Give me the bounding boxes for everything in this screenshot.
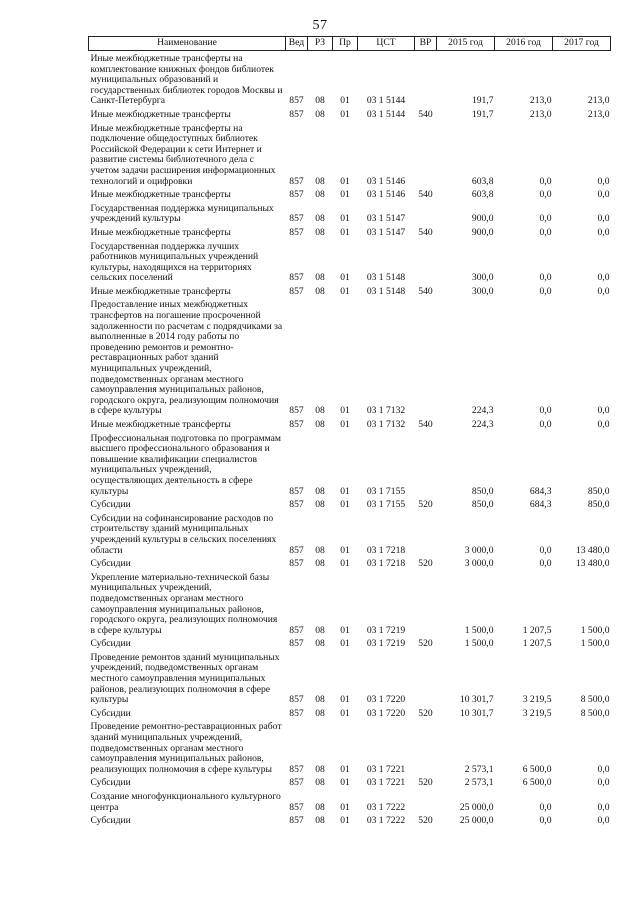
cell-2015: 25 000,0 bbox=[459, 801, 494, 813]
table-row bbox=[89, 51, 611, 107]
cell-2015: 850,0 bbox=[471, 485, 494, 497]
cell-cst: 03 1 7219 bbox=[366, 638, 406, 650]
cell-2016: 0,0 bbox=[539, 558, 552, 570]
cell-2016: 0,0 bbox=[539, 815, 552, 827]
cell-rz: 08 bbox=[315, 285, 325, 297]
cell-vr: 540 bbox=[418, 285, 433, 297]
cell-pr: 01 bbox=[340, 189, 350, 201]
cell-ved: 857 bbox=[289, 485, 304, 497]
cell-2016: 6 500,0 bbox=[522, 777, 552, 789]
cell-2017: 0,0 bbox=[597, 405, 610, 417]
cell-name: Предоставление иных межбюджетных трансфертов на погашение просроченной задолженности по расчетам с подрядчиками за выполненные в 2014 году работы по проведению ремонтов и ремонтно-реставрационных работ зданий муниципальных учреждений, подведомственных органам местного самоуправления муниципальных районов, городского округа, реализующим полномочия в сфере культуры bbox=[90, 299, 283, 417]
cell-cst: 03 1 7221 bbox=[366, 777, 406, 789]
cell-2015: 900,0 bbox=[471, 213, 494, 225]
cell-2017: 0,0 bbox=[597, 285, 610, 297]
cell-2015: 300,0 bbox=[471, 285, 494, 297]
cell-vr bbox=[415, 121, 437, 188]
cell-2015: 3 000,0 bbox=[464, 544, 494, 556]
cell-name: Субсидии на софинансирование расходов по строительству зданий муниципальных учреждений культуры в сельских поселениях области bbox=[90, 512, 277, 556]
cell-vr: 520 bbox=[418, 815, 433, 827]
cell-pr: 01 bbox=[340, 777, 350, 789]
cell-pr: 01 bbox=[340, 544, 350, 556]
cell-2017: 13 480,0 bbox=[575, 558, 610, 570]
cell-rz: 08 bbox=[315, 485, 325, 497]
cell-ved: 857 bbox=[289, 544, 304, 556]
cell-cst: 03 1 7219 bbox=[366, 624, 406, 636]
cell-cst: 03 1 5146 bbox=[366, 189, 406, 201]
table-row bbox=[89, 417, 611, 431]
cell-2017: 0,0 bbox=[597, 801, 610, 813]
cell-ved: 857 bbox=[289, 638, 304, 650]
header-2015: 2015 год bbox=[437, 37, 495, 51]
cell-pr: 01 bbox=[340, 624, 350, 636]
cell-name: Иные межбюджетные трансферты bbox=[90, 226, 231, 238]
cell-cst: 03 1 7222 bbox=[366, 801, 406, 813]
cell-name: Субсидии bbox=[90, 707, 131, 719]
table-row bbox=[89, 239, 611, 284]
table-row bbox=[89, 497, 611, 511]
table-row bbox=[89, 570, 611, 637]
cell-pr: 01 bbox=[340, 272, 350, 284]
table-row bbox=[89, 107, 611, 121]
cell-2015: 603,8 bbox=[471, 175, 494, 187]
cell-vr bbox=[415, 51, 437, 107]
cell-2017: 0,0 bbox=[597, 213, 610, 225]
cell-cst: 03 1 7155 bbox=[366, 485, 406, 497]
header-name: Наименование bbox=[89, 37, 286, 51]
cell-pr: 01 bbox=[340, 175, 350, 187]
cell-2016: 0,0 bbox=[539, 285, 552, 297]
table-row bbox=[89, 775, 611, 789]
cell-2017: 1 500,0 bbox=[580, 624, 610, 636]
table-row bbox=[89, 511, 611, 556]
table-row bbox=[89, 813, 611, 827]
cell-name: Профессиональная подготовка по программам высшего профессионального образования и повышение квалификации специалистов муниципальных учреждений, осуществляющих деятельность в сфере культуры bbox=[90, 432, 281, 497]
cell-ved: 857 bbox=[289, 815, 304, 827]
cell-2016: 1 207,5 bbox=[522, 624, 552, 636]
cell-2015: 850,0 bbox=[471, 499, 494, 511]
cell-2017: 213,0 bbox=[587, 95, 610, 107]
header-vr: ВР bbox=[415, 37, 437, 51]
cell-cst: 03 1 7220 bbox=[366, 694, 406, 706]
cell-2017: 0,0 bbox=[597, 189, 610, 201]
cell-pr: 01 bbox=[340, 285, 350, 297]
cell-2016: 0,0 bbox=[539, 213, 552, 225]
table-row bbox=[89, 431, 611, 498]
cell-2017: 1 500,0 bbox=[580, 638, 610, 650]
cell-cst: 03 1 7218 bbox=[366, 558, 406, 570]
cell-rz: 08 bbox=[315, 638, 325, 650]
cell-cst: 03 1 7132 bbox=[366, 405, 406, 417]
cell-name: Иные межбюджетные трансферты на комплектование книжных фондов библиотек муниципальных образований и государственных библиотек городов Москвы и Санкт-Петербурга bbox=[90, 53, 283, 107]
cell-vr: 520 bbox=[418, 558, 433, 570]
cell-rz: 08 bbox=[315, 558, 325, 570]
cell-vr bbox=[415, 201, 437, 225]
cell-2016: 0,0 bbox=[539, 419, 552, 430]
header-2017: 2017 год bbox=[553, 37, 611, 51]
cell-name: Субсидии bbox=[90, 638, 131, 650]
cell-name: Государственная поддержка муниципальных учреждений культуры bbox=[90, 202, 274, 225]
cell-pr: 01 bbox=[340, 801, 350, 813]
cell-2017: 0,0 bbox=[597, 226, 610, 238]
cell-rz: 08 bbox=[315, 419, 325, 430]
table-header bbox=[89, 37, 611, 51]
cell-2017: 8 500,0 bbox=[580, 707, 610, 719]
cell-vr: 520 bbox=[418, 499, 433, 511]
cell-pr: 01 bbox=[340, 815, 350, 827]
cell-2015: 191,7 bbox=[471, 108, 494, 120]
cell-2015: 224,3 bbox=[471, 405, 494, 417]
cell-pr: 01 bbox=[340, 638, 350, 650]
cell-name: Государственная поддержка лучших работников муниципальных учреждений культуры, находящихся на территориях сельских поселений bbox=[90, 240, 259, 284]
cell-cst: 03 1 7132 bbox=[366, 419, 406, 430]
table-row bbox=[89, 650, 611, 706]
table-body bbox=[89, 51, 611, 827]
cell-pr: 01 bbox=[340, 485, 350, 497]
table-row bbox=[89, 719, 611, 775]
cell-vr: 540 bbox=[418, 419, 433, 430]
cell-2016: 0,0 bbox=[539, 272, 552, 284]
cell-name: Проведение ремонтов зданий муниципальных учреждений, подведомственных органам местного самоуправления муниципальных районов, реализующих полномочия в сфере культуры bbox=[90, 651, 280, 706]
cell-2015: 10 301,7 bbox=[459, 694, 494, 706]
cell-ved: 857 bbox=[289, 175, 304, 187]
cell-ved: 857 bbox=[289, 213, 304, 225]
cell-name: Иные межбюджетные трансферты bbox=[90, 419, 231, 430]
cell-2015: 2 573,1 bbox=[464, 777, 494, 789]
cell-vr: 540 bbox=[418, 226, 433, 238]
cell-pr: 01 bbox=[340, 108, 350, 120]
cell-rz: 08 bbox=[315, 405, 325, 417]
cell-vr bbox=[415, 650, 437, 706]
table-row bbox=[89, 297, 611, 417]
cell-rz: 08 bbox=[315, 801, 325, 813]
cell-vr bbox=[415, 511, 437, 556]
cell-rz: 08 bbox=[315, 694, 325, 706]
cell-vr: 540 bbox=[418, 189, 433, 201]
cell-2015: 10 301,7 bbox=[459, 707, 494, 719]
cell-name: Субсидии bbox=[90, 499, 131, 511]
cell-pr: 01 bbox=[340, 694, 350, 706]
cell-2017: 213,0 bbox=[587, 108, 610, 120]
cell-name: Иные межбюджетные трансферты bbox=[90, 189, 231, 201]
cell-2016: 3 219,5 bbox=[522, 694, 552, 706]
cell-vr: 520 bbox=[418, 777, 433, 789]
cell-ved: 857 bbox=[289, 801, 304, 813]
cell-2016: 1 207,5 bbox=[522, 638, 552, 650]
cell-ved: 857 bbox=[289, 272, 304, 284]
cell-rz: 08 bbox=[315, 815, 325, 827]
cell-pr: 01 bbox=[340, 499, 350, 511]
cell-rz: 08 bbox=[315, 175, 325, 187]
cell-2017: 850,0 bbox=[587, 499, 610, 511]
cell-2016: 0,0 bbox=[539, 801, 552, 813]
header-pr: Пр bbox=[333, 37, 358, 51]
cell-pr: 01 bbox=[340, 405, 350, 417]
cell-rz: 08 bbox=[315, 763, 325, 775]
cell-vr bbox=[415, 570, 437, 637]
cell-ved: 857 bbox=[289, 189, 304, 201]
header-2016: 2016 год bbox=[495, 37, 553, 51]
cell-rz: 08 bbox=[315, 544, 325, 556]
cell-2017: 0,0 bbox=[597, 419, 610, 430]
cell-vr: 520 bbox=[418, 638, 433, 650]
cell-2016: 6 500,0 bbox=[522, 763, 552, 775]
cell-ved: 857 bbox=[289, 405, 304, 417]
cell-2017: 0,0 bbox=[597, 272, 610, 284]
cell-pr: 01 bbox=[340, 226, 350, 238]
cell-vr: 540 bbox=[418, 108, 433, 120]
cell-rz: 08 bbox=[315, 189, 325, 201]
cell-ved: 857 bbox=[289, 285, 304, 297]
budget-table bbox=[88, 36, 611, 827]
cell-cst: 03 1 5147 bbox=[366, 213, 406, 225]
cell-rz: 08 bbox=[315, 272, 325, 284]
cell-cst: 03 1 7218 bbox=[366, 544, 406, 556]
cell-2015: 900,0 bbox=[471, 226, 494, 238]
cell-pr: 01 bbox=[340, 95, 350, 107]
cell-rz: 08 bbox=[315, 499, 325, 511]
cell-rz: 08 bbox=[315, 108, 325, 120]
table-row bbox=[89, 556, 611, 570]
cell-ved: 857 bbox=[289, 763, 304, 775]
cell-pr: 01 bbox=[340, 213, 350, 225]
cell-2016: 213,0 bbox=[529, 108, 552, 120]
cell-cst: 03 1 5148 bbox=[366, 272, 406, 284]
cell-2017: 0,0 bbox=[597, 175, 610, 187]
cell-2016: 684,3 bbox=[529, 499, 552, 511]
cell-cst: 03 1 7220 bbox=[366, 707, 406, 719]
cell-name: Субсидии bbox=[90, 558, 131, 570]
cell-ved: 857 bbox=[289, 624, 304, 636]
cell-ved: 857 bbox=[289, 226, 304, 238]
cell-ved: 857 bbox=[289, 777, 304, 789]
cell-ved: 857 bbox=[289, 108, 304, 120]
cell-name: Иные межбюджетные трансферты bbox=[90, 108, 231, 120]
cell-cst: 03 1 7221 bbox=[366, 763, 406, 775]
header-rz: РЗ bbox=[308, 37, 333, 51]
cell-pr: 01 bbox=[340, 763, 350, 775]
cell-2015: 191,7 bbox=[471, 95, 494, 107]
cell-2015: 1 500,0 bbox=[464, 624, 494, 636]
cell-2015: 1 500,0 bbox=[464, 638, 494, 650]
cell-2015: 224,3 bbox=[471, 419, 494, 430]
cell-2015: 300,0 bbox=[471, 272, 494, 284]
table-row bbox=[89, 706, 611, 720]
cell-2015: 603,8 bbox=[471, 189, 494, 201]
cell-2016: 0,0 bbox=[539, 226, 552, 238]
cell-pr: 01 bbox=[340, 707, 350, 719]
table-row bbox=[89, 187, 611, 201]
cell-2017: 850,0 bbox=[587, 485, 610, 497]
cell-2017: 0,0 bbox=[597, 763, 610, 775]
cell-rz: 08 bbox=[315, 624, 325, 636]
cell-cst: 03 1 5147 bbox=[366, 226, 406, 238]
cell-rz: 08 bbox=[315, 226, 325, 238]
cell-cst: 03 1 5144 bbox=[366, 95, 406, 107]
cell-2016: 0,0 bbox=[539, 544, 552, 556]
cell-cst: 03 1 5148 bbox=[366, 285, 406, 297]
cell-rz: 08 bbox=[315, 777, 325, 789]
cell-2017: 0,0 bbox=[597, 815, 610, 827]
cell-ved: 857 bbox=[289, 419, 304, 430]
cell-2017: 8 500,0 bbox=[580, 694, 610, 706]
cell-vr bbox=[415, 239, 437, 284]
cell-name: Укрепление материально-технической базы муниципальных учреждений, подведомственных органам местного самоуправления муниципальных районов, городского округа, реализующих полномочия в сфере культуры bbox=[90, 571, 278, 636]
cell-ved: 857 bbox=[289, 499, 304, 511]
cell-name: Иные межбюджетные трансферты bbox=[90, 285, 231, 297]
cell-cst: 03 1 5146 bbox=[366, 175, 406, 187]
cell-rz: 08 bbox=[315, 95, 325, 107]
cell-cst: 03 1 5144 bbox=[366, 108, 406, 120]
cell-2016: 213,0 bbox=[529, 95, 552, 107]
cell-ved: 857 bbox=[289, 707, 304, 719]
cell-rz: 08 bbox=[315, 213, 325, 225]
cell-rz: 08 bbox=[315, 707, 325, 719]
cell-2016: 684,3 bbox=[529, 485, 552, 497]
header-ved: Вед bbox=[286, 37, 308, 51]
cell-vr bbox=[415, 789, 437, 813]
cell-2017: 0,0 bbox=[597, 777, 610, 789]
cell-name: Субсидии bbox=[90, 777, 131, 789]
cell-2015: 3 000,0 bbox=[464, 558, 494, 570]
table-row bbox=[89, 225, 611, 239]
cell-2015: 2 573,1 bbox=[464, 763, 494, 775]
header-cst: ЦСТ bbox=[358, 37, 415, 51]
cell-name: Субсидии bbox=[90, 815, 131, 827]
table-row bbox=[89, 201, 611, 225]
cell-cst: 03 1 7222 bbox=[366, 815, 406, 827]
cell-name: Иные межбюджетные трансферты на подключение общедоступных библиотек Российской Федерации к сети Интернет и развитие системы библиотечного дела с учетом задачи расширения информационных технологий и оцифровки bbox=[90, 122, 276, 187]
cell-vr bbox=[415, 431, 437, 498]
page-number: 57 bbox=[312, 18, 328, 33]
cell-2016: 0,0 bbox=[539, 189, 552, 201]
cell-vr bbox=[415, 719, 437, 775]
cell-pr: 01 bbox=[340, 419, 350, 430]
cell-name: Создание многофункционального культурного центра bbox=[90, 791, 281, 813]
cell-2016: 0,0 bbox=[539, 175, 552, 187]
cell-cst: 03 1 7155 bbox=[366, 499, 406, 511]
cell-pr: 01 bbox=[340, 558, 350, 570]
cell-ved: 857 bbox=[289, 95, 304, 107]
table-row bbox=[89, 284, 611, 298]
cell-ved: 857 bbox=[289, 558, 304, 570]
cell-vr: 520 bbox=[418, 707, 433, 719]
cell-vr bbox=[415, 297, 437, 417]
cell-2017: 13 480,0 bbox=[575, 544, 610, 556]
cell-name: Проведение ремонтно-реставрационных работ зданий муниципальных учреждений, подведомственных органам местного самоуправления муниципальных районов, реализующих полномочия в сфере культуры bbox=[90, 721, 282, 775]
cell-2015: 25 000,0 bbox=[459, 815, 494, 827]
table-row bbox=[89, 636, 611, 650]
cell-2016: 3 219,5 bbox=[522, 707, 552, 719]
table-row bbox=[89, 121, 611, 188]
table-row bbox=[89, 789, 611, 813]
cell-2016: 0,0 bbox=[539, 405, 552, 417]
cell-ved: 857 bbox=[289, 694, 304, 706]
